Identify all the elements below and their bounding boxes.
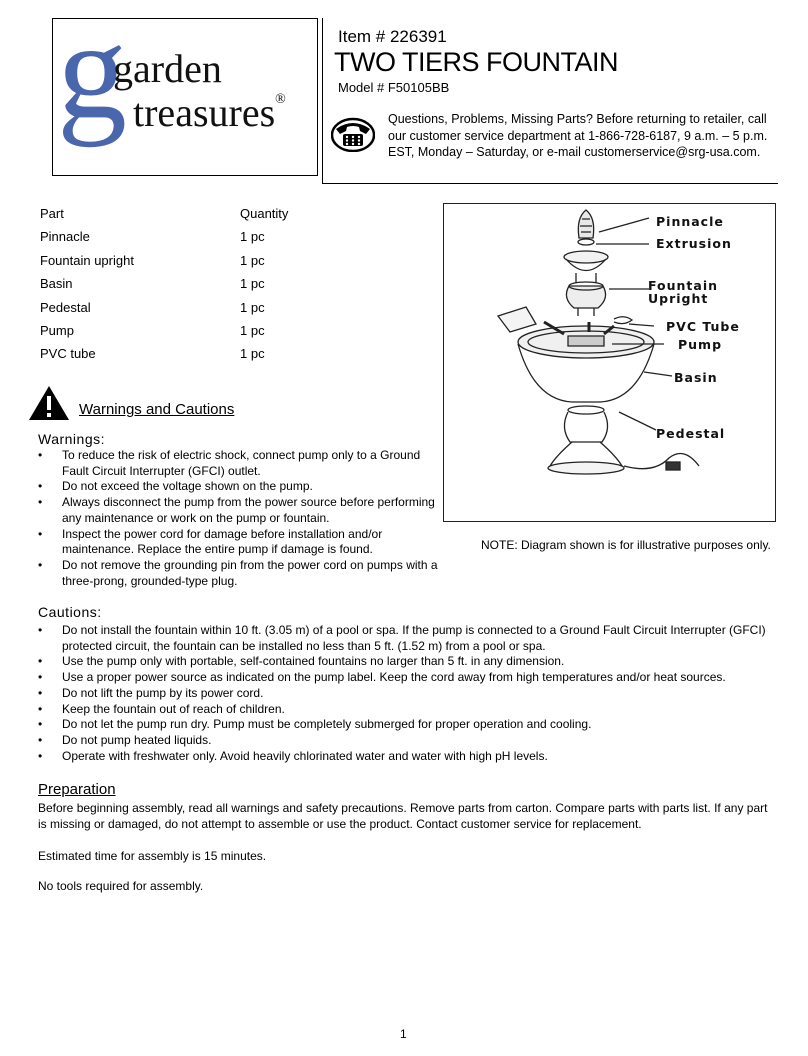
warnings-and-cautions-heading: Warnings and Cautions xyxy=(79,401,235,418)
list-item: • Keep the fountain out of reach of children. xyxy=(36,702,776,718)
list-item: • Do not pump heated liquids. xyxy=(36,733,776,749)
part-column-header: Part xyxy=(40,206,64,221)
diagram-note: NOTE: Diagram shown is for illustrative purposes only. xyxy=(481,538,771,552)
telephone-icon xyxy=(331,114,375,152)
table-row xyxy=(40,323,288,346)
customer-service-contact: Questions, Problems, Missing Parts? Before returning to retailer, call our customer service department at 1-866-728-6187, 9 a.m. – 5 p.m. EST, Monday – Saturday, or e-mail customerservice@srg-usa.com. xyxy=(388,112,768,159)
part-quantity: 1 pc xyxy=(240,299,265,315)
part-name: Pump xyxy=(40,322,74,338)
header-divider-vertical xyxy=(322,18,323,184)
label-pedestal: Pedestal xyxy=(656,426,726,441)
list-item: • Do not remove the grounding pin from the power cord on pumps with a three-prong, grounded-type plug. xyxy=(36,558,438,589)
logo-line-2: treasures® xyxy=(133,90,286,135)
header-divider-horizontal xyxy=(322,183,778,184)
list-item: • Do not exceed the voltage shown on the pump. xyxy=(36,479,438,495)
brand-logo xyxy=(52,0,318,176)
table-row xyxy=(40,253,288,276)
part-quantity: 1 pc xyxy=(240,276,265,292)
fountain-illustration xyxy=(444,204,775,521)
part-name: Pinnacle xyxy=(40,229,90,245)
label-extrusion: Extrusion xyxy=(656,236,732,251)
cautions-list xyxy=(36,623,776,764)
label-basin: Basin xyxy=(674,370,718,385)
fountain-exploded-diagram xyxy=(443,203,776,522)
model-number: Model # F50105BB xyxy=(338,80,450,95)
preparation-heading: Preparation xyxy=(38,781,116,798)
part-name: Fountain upright xyxy=(40,252,134,268)
label-upright: Upright xyxy=(648,291,709,306)
warnings-label: Warnings: xyxy=(38,431,106,447)
list-item: • Do not install the fountain within 10 ft. (3.05 m) of a pool or spa. If the pump is connected to a Ground Fault Circuit Interrupter (GFCI) protected circuit, the fountain can be installed no less than 5 ft. (1.52 m) from a pool or spa. xyxy=(36,623,776,654)
part-quantity: 1 pc xyxy=(240,252,265,268)
list-item: • To reduce the risk of electric shock, connect pump only to a Ground Fault Circuit Interrupter (GFCI) outlet. xyxy=(36,448,438,479)
label-fountain: Fountain xyxy=(648,278,719,293)
table-row xyxy=(40,276,288,299)
part-quantity: 1 pc xyxy=(240,229,265,245)
table-row xyxy=(40,346,288,369)
list-item: • Always disconnect the pump from the power source before performing any maintenance or work on the pump or fountain. xyxy=(36,495,438,526)
table-row xyxy=(40,300,288,323)
logo-line-1: garden xyxy=(113,46,222,91)
part-name: Basin xyxy=(40,276,73,292)
list-item: • Inspect the power cord for damage before installation and/or maintenance. Replace the entire pump if damage is found. xyxy=(36,527,438,558)
label-pinnacle: Pinnacle xyxy=(656,214,724,229)
logo-g-letter: g xyxy=(57,0,127,148)
parts-table xyxy=(40,206,288,370)
label-pvc-tube: PVC Tube xyxy=(666,319,740,334)
list-item: • Operate with freshwater only. Avoid heavily chlorinated water and water with high pH levels. xyxy=(36,749,776,765)
warnings-list xyxy=(36,448,438,589)
list-item: • Use the pump only with portable, self-contained fountains no larger than 5 ft. in any dimension. xyxy=(36,654,776,670)
quantity-column-header: Quantity xyxy=(240,206,289,221)
list-item: • Do not lift the pump by its power cord. xyxy=(36,686,776,702)
table-header-row xyxy=(40,206,288,229)
label-pump: Pump xyxy=(678,337,723,352)
list-item: • Use a proper power source as indicated on the pump label. Keep the cord away from high temperatures and/or heat sources. xyxy=(36,670,776,686)
part-name: Pedestal xyxy=(40,299,91,315)
list-item: • Do not let the pump run dry. Pump must be completely submerged for proper operation and cooling. xyxy=(36,717,776,733)
part-quantity: 1 pc xyxy=(240,322,265,338)
product-title: TWO TIERS FOUNTAIN xyxy=(334,47,618,77)
warning-triangle-icon xyxy=(28,385,70,421)
page-number: 1 xyxy=(400,1027,407,1041)
table-row xyxy=(40,229,288,252)
part-quantity: 1 pc xyxy=(240,346,265,362)
assembly-time-text: Estimated time for assembly is 15 minutes. xyxy=(38,849,267,863)
item-number: Item # 226391 xyxy=(338,27,447,46)
part-name: PVC tube xyxy=(40,346,96,362)
preparation-text: Before beginning assembly, read all warnings and safety precautions. Remove parts from carton. Compare parts with parts list. If any part is missing or damaged, do not attempt to assemble or use the product. Contact customer service for replacement. xyxy=(38,801,768,831)
cautions-label: Cautions: xyxy=(38,604,102,620)
tools-required-text: No tools required for assembly. xyxy=(38,879,204,893)
